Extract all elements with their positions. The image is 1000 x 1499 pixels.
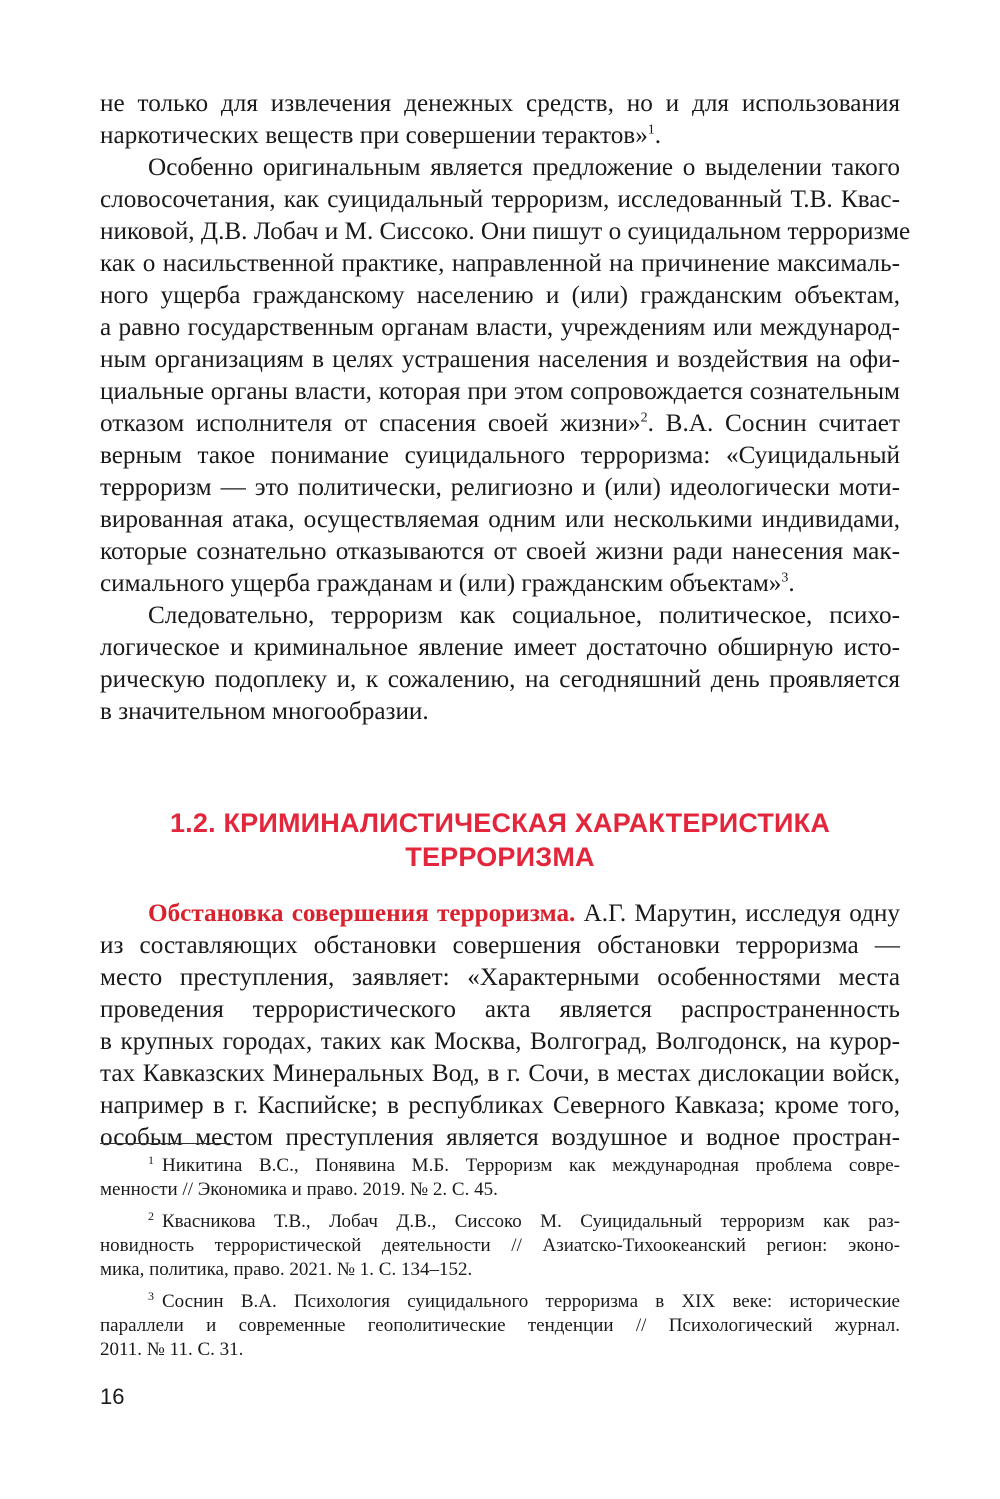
text-line: ным организациям в целях устрашения населения и воздействия на офи- bbox=[100, 346, 900, 373]
footnote-line: параллели и современные геополитические тенденции // Психологический журнал. bbox=[100, 1315, 900, 1336]
footnote-line bbox=[100, 1290, 900, 1314]
text-line: вированная атака, осуществляемая одним или несколькими индивидами, bbox=[100, 506, 900, 533]
heading-spacer bbox=[100, 728, 900, 806]
page-number: 16 bbox=[100, 1384, 125, 1409]
footnote-line: мика, политика, право. 2021. № 1. С. 134–152. bbox=[100, 1259, 473, 1280]
text-line: рическую подоплеку и, к сожалению, на сегодняшний день проявляется bbox=[100, 666, 900, 693]
text-line: тах Кавказских Минеральных Вод, в г. Сочи, в местах дислокации войск, bbox=[100, 1060, 900, 1087]
text-line: в крупных городах, таких как Москва, Волгоград, Волгодонск, на курор- bbox=[100, 1028, 900, 1055]
paragraph-continuation bbox=[100, 88, 900, 152]
text-line: логическое и криминальное явление имеет достаточно обширную исто- bbox=[100, 634, 900, 661]
footnote-line: 2011. № 11. С. 31. bbox=[100, 1339, 244, 1360]
page-body bbox=[100, 88, 911, 1154]
footnote-1 bbox=[100, 1154, 900, 1202]
footnote-line bbox=[100, 1154, 900, 1178]
text-line: проведения террористического акта является распространенность bbox=[100, 996, 900, 1023]
section-heading-line: 1.2. КРИМИНАЛИСТИЧЕСКАЯ ХАРАКТЕРИСТИКА bbox=[169, 808, 831, 838]
text-line: а равно государственным органам власти, учреждениям или международ- bbox=[100, 314, 900, 341]
text-span: наркотических веществ при совершении терактов» bbox=[100, 122, 648, 149]
text-span: симального ущерба гражданам и (или) гражданским объектам» bbox=[100, 570, 782, 597]
text-line: ного ущерба гражданскому населению и (или) гражданским объектам, bbox=[100, 282, 900, 309]
text-line: из составляющих обстановки совершения обстановки терроризма — bbox=[100, 932, 900, 959]
footnote-ref[interactable]: 2 bbox=[640, 410, 648, 426]
text-line: верным такое понимание суицидального терроризма: «Суицидальный bbox=[100, 442, 900, 469]
text-line: которые сознательно отказываются от своей жизни ради нанесения мак- bbox=[100, 538, 900, 565]
footnote-line bbox=[100, 1210, 900, 1234]
text-line: циальные органы власти, которая при этом сопровождается сознательным bbox=[100, 378, 900, 405]
text-line: словосочетания, как суицидальный терроризм, исследованный Т.В. Квас- bbox=[100, 186, 900, 213]
footnote-ref[interactable]: 3 bbox=[781, 570, 789, 586]
text-line: как о насильственной практике, направленной на причинение максималь- bbox=[100, 250, 900, 277]
text-line: Особенно оригинальным является предложение о выделении такого bbox=[148, 154, 900, 181]
text-line: никовой, Д.В. Лобач и М. Сиссоко. Они пишут о суицидальном терроризме bbox=[100, 218, 911, 245]
section-heading-line: ТЕРРОРИЗМА bbox=[405, 842, 595, 872]
footnote-3 bbox=[100, 1290, 900, 1362]
text-span: А.Г. Марутин, исследуя одну bbox=[575, 900, 900, 927]
footnote-number: 2 bbox=[148, 1208, 154, 1223]
footnote-line: менности // Экономика и право. 2019. № 2. С. 45. bbox=[100, 1179, 498, 1200]
text-span: Никитина В.С., Понявина М.Б. Терроризм как международная проблема совре- bbox=[162, 1155, 900, 1176]
heading-spacer bbox=[100, 874, 900, 898]
paragraph-environment bbox=[100, 898, 900, 1154]
text-span: . В.А. Соснин считает bbox=[647, 410, 900, 437]
paragraph-conclusion bbox=[100, 600, 900, 728]
text-line bbox=[100, 408, 900, 440]
text-line: терроризм — это политически, религиозно и (или) идеологически моти- bbox=[100, 474, 900, 501]
text-line: в значительном многообразии. bbox=[100, 698, 429, 725]
paragraph-suicidal-terrorism bbox=[100, 152, 911, 600]
text-line: место преступления, заявляет: «Характерными особенностями места bbox=[100, 964, 900, 991]
text-line: наркотических веществ при совершении терактов»$^1$. bbox=[100, 122, 662, 149]
text-span: Соснин В.А. Психология суицидального терроризма в XIX веке: исторические bbox=[162, 1291, 900, 1312]
footnote-separator bbox=[100, 1143, 230, 1144]
text-span: отказом исполнителя от спасения своей жизни» bbox=[100, 410, 641, 437]
footnote-ref[interactable]: 1 bbox=[647, 122, 655, 138]
section-heading bbox=[100, 806, 900, 874]
text-line bbox=[100, 898, 900, 930]
text-line: например в г. Каспийске; в республиках Северного Кавказа; кроме того, bbox=[100, 1092, 900, 1119]
footnote-number: 1 bbox=[148, 1152, 154, 1167]
text-line: симального ущерба гражданам и (или) гражданским объектам»$^3$. bbox=[100, 570, 795, 597]
footnotes bbox=[100, 1154, 900, 1370]
footnote-line: новидность террористической деятельности // Азиатско-Тихоокеанский регион: эконо- bbox=[100, 1235, 900, 1256]
text-line: не только для извлечения денежных средств, но и для использования bbox=[100, 90, 900, 117]
run-in-heading: Обстановка совершения терроризма. bbox=[148, 900, 576, 927]
text-line: Следовательно, терроризм как социальное, политическое, психо- bbox=[148, 602, 900, 629]
footnote-number: 3 bbox=[148, 1288, 154, 1303]
text-line: особым местом преступления является воздушное и водное простран- bbox=[100, 1124, 900, 1151]
text-span: Квасникова Т.В., Лобач Д.В., Сиссоко М. Суицидальный терроризм как раз- bbox=[162, 1211, 900, 1232]
footnote-2 bbox=[100, 1210, 900, 1282]
